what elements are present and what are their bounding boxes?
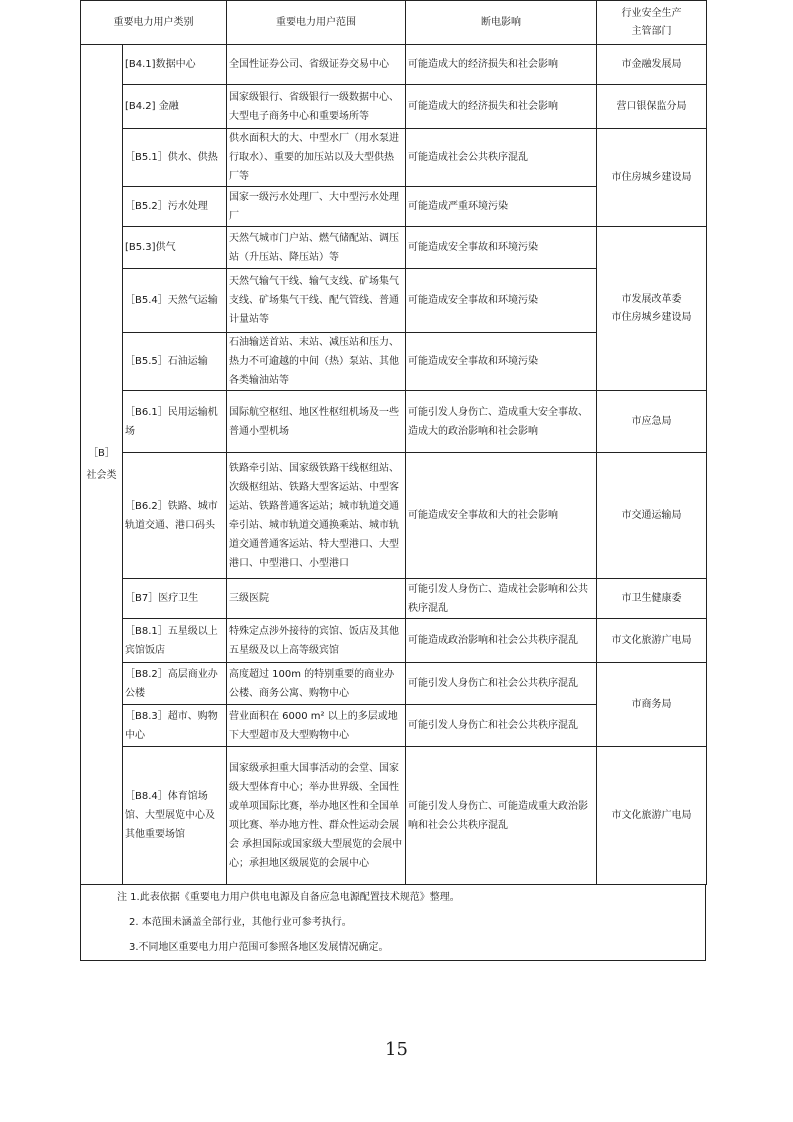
- subcategory-cell: [B4.1]数据中心: [123, 45, 227, 85]
- department-cell: 市文化旅游广电局: [597, 747, 707, 885]
- impact-cell: 可能造成社会公共秩序混乱: [406, 129, 597, 187]
- department-cell: 市应急局: [597, 391, 707, 453]
- scope-cell: 三级医院: [227, 579, 406, 619]
- department-cell: [597, 227, 707, 391]
- notes-block: [80, 885, 706, 961]
- impact-cell: 可能引发人身伤亡和社会公共秩序混乱: [406, 663, 597, 705]
- table-row: [81, 129, 707, 187]
- impact-cell: 可能引发人身伤亡、造成社会影响和公共秩序混乱: [406, 579, 597, 619]
- table-row: [81, 747, 707, 885]
- subcategory-cell: ［B5.4］天然气运输: [123, 269, 227, 333]
- impact-cell: 可能引发人身伤亡、造成重大安全事故、造成大的政治影响和社会影响: [406, 391, 597, 453]
- scope-cell: 国际航空枢纽、地区性枢纽机场及一些普通小型机场: [227, 391, 406, 453]
- header-department: [597, 1, 707, 45]
- scope-cell: 国家级银行、省级银行一级数据中心、大型电子商务中心和重要场所等: [227, 85, 406, 129]
- header-department-line1: 行业安全生产: [621, 7, 682, 19]
- scope-cell: 铁路牵引站、国家级铁路干线枢纽站、次级枢纽站、铁路大型客运站、中型客运站、铁路普通客运站；城市轨道交通牵引站、城市轨道交通换乘站、城市轨道交通普通客运站、特大型港口、大型港口、中型港口、小型港口: [227, 453, 406, 579]
- subcategory-cell: ［B5.2］污水处理: [123, 187, 227, 227]
- table-row: [81, 227, 707, 269]
- document-page: [80, 0, 706, 961]
- subcategory-cell: ［B8.4］体育馆场馆、大型展览中心及其他重要场馆: [123, 747, 227, 885]
- subcategory-cell: ［B5.5］石油运输: [123, 333, 227, 391]
- department-cell: 市住房城乡建设局: [597, 129, 707, 227]
- scope-cell: 特殊定点涉外接待的宾馆、饭店及其他五星级及以上高等级宾馆: [227, 619, 406, 663]
- department-cell: 市交通运输局: [597, 453, 707, 579]
- category-code: ［B］: [88, 447, 115, 459]
- table-row: [81, 45, 707, 85]
- header-scope: 重要电力用户范围: [227, 1, 406, 45]
- impact-cell: 可能造成安全事故和大的社会影响: [406, 453, 597, 579]
- department-cell: 营口银保监分局: [597, 85, 707, 129]
- scope-cell: 国家一级污水处理厂、大中型污水处理厂: [227, 187, 406, 227]
- table-row: [81, 579, 707, 619]
- department-line: 市发展改革委: [621, 293, 682, 305]
- note-line: 3.不同地区重要电力用户范围可参照各地区发展情况确定。: [129, 942, 389, 953]
- note-line: 2. 本范围未涵盖全部行业，其他行业可参考执行。: [129, 917, 352, 928]
- table-row: [81, 619, 707, 663]
- impact-cell: 可能造成安全事故和环境污染: [406, 269, 597, 333]
- scope-cell: 天然气城市门户站、燃气储配站、调压站（升压站、降压站）等: [227, 227, 406, 269]
- header-category: 重要电力用户类别: [81, 1, 227, 45]
- scope-cell: 石油输送首站、末站、减压站和压力、热力不可逾越的中间（热）泵站、其他各类输油站等: [227, 333, 406, 391]
- impact-cell: 可能造成严重环境污染: [406, 187, 597, 227]
- impact-cell: 可能引发人身伤亡和社会公共秩序混乱: [406, 705, 597, 747]
- page-number: 15: [385, 1039, 408, 1060]
- subcategory-cell: ［B6.1］民用运输机场: [123, 391, 227, 453]
- header-department-line2: 主管部门: [631, 25, 672, 37]
- subcategory-cell: ［B8.2］高层商业办公楼: [123, 663, 227, 705]
- note-line: 注 1.此表依据《重要电力用户供电电源及自备应急电源配置技术规范》整理。: [117, 892, 460, 903]
- impact-cell: 可能造成政治影响和社会公共秩序混乱: [406, 619, 597, 663]
- scope-cell: 全国性证券公司、省级证券交易中心: [227, 45, 406, 85]
- scope-cell: 供水面积大的大、中型水厂（用水泵进行取水）、重要的加压站以及大型供热厂等: [227, 129, 406, 187]
- table-row: [81, 663, 707, 705]
- department-cell: 市商务局: [597, 663, 707, 747]
- header-impact: 断电影响: [406, 1, 597, 45]
- impact-cell: 可能造成大的经济损失和社会影响: [406, 85, 597, 129]
- subcategory-cell: ［B5.1］供水、供热: [123, 129, 227, 187]
- department-cell: 市卫生健康委: [597, 579, 707, 619]
- impact-cell: 可能造成大的经济损失和社会影响: [406, 45, 597, 85]
- table-row: [81, 391, 707, 453]
- impact-cell: 可能造成安全事故和环境污染: [406, 333, 597, 391]
- subcategory-cell: [B5.3]供气: [123, 227, 227, 269]
- subcategory-cell: ［B6.2］铁路、城市轨道交通、港口码头: [123, 453, 227, 579]
- subcategory-cell: ［B7］医疗卫生: [123, 579, 227, 619]
- table-row: [81, 453, 707, 579]
- department-cell: 市金融发展局: [597, 45, 707, 85]
- category-cell: [81, 45, 123, 885]
- impact-cell: 可能造成安全事故和环境污染: [406, 227, 597, 269]
- table-header-row: [81, 1, 707, 45]
- scope-cell: 高度超过 100m 的特别重要的商业办公楼、商务公寓、购物中心: [227, 663, 406, 705]
- table-row: [81, 85, 707, 129]
- power-user-table: [80, 0, 707, 885]
- impact-cell: 可能引发人身伤亡、可能造成重大政治影响和社会公共秩序混乱: [406, 747, 597, 885]
- subcategory-cell: ［B8.1］五星级以上宾馆饭店: [123, 619, 227, 663]
- category-name: 社会类: [86, 469, 117, 481]
- subcategory-cell: ［B8.3］超市、购物中心: [123, 705, 227, 747]
- department-cell: 市文化旅游广电局: [597, 619, 707, 663]
- scope-cell: 国家级承担重大国事活动的会堂、国家级大型体育中心；举办世界级、全国性或单项国际比赛，举办地区性和全国单项比赛、举办地方性、群众性运动会展会 承担国际或国家级大型展览的会展中心；承担地区级展览的会展中心: [227, 747, 406, 885]
- scope-cell: 营业面积在 6000 m² 以上的多层或地下大型超市及大型购物中心: [227, 705, 406, 747]
- subcategory-cell: [B4.2] 金融: [123, 85, 227, 129]
- department-line: 市住房城乡建设局: [611, 311, 692, 323]
- scope-cell: 天然气输气干线、输气支线、矿场集气支线、矿场集气干线、配气管线、普通计量站等: [227, 269, 406, 333]
